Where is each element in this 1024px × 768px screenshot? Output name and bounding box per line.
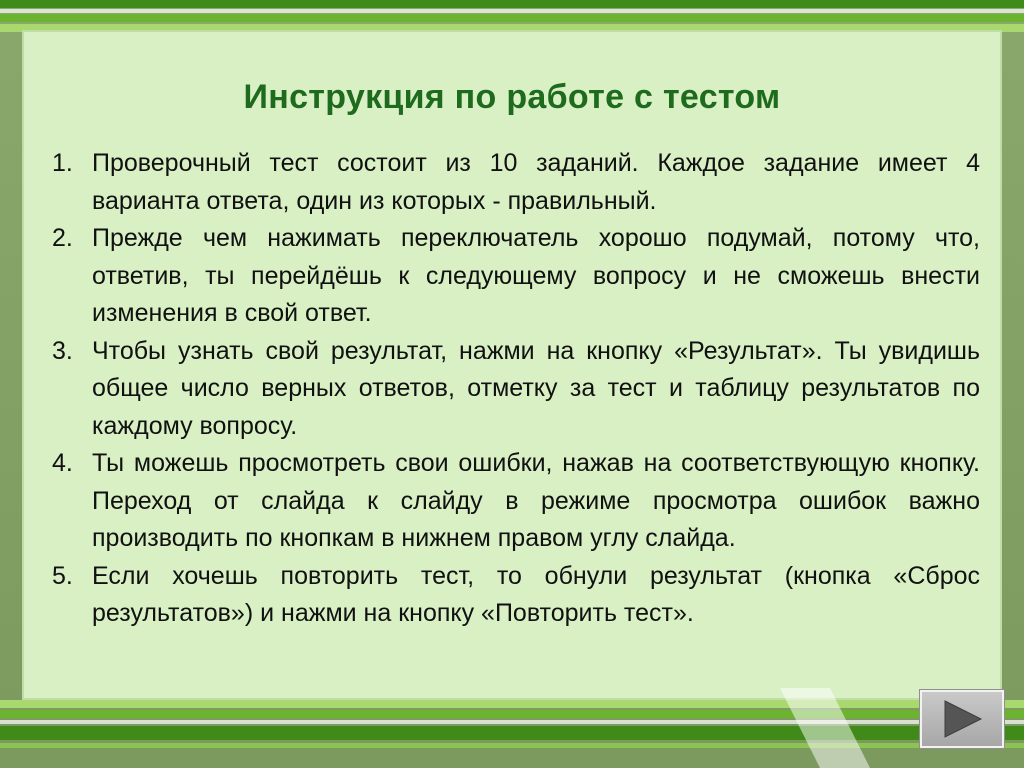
instruction-list	[52, 145, 980, 633]
play-triangle-icon	[939, 699, 985, 739]
item-number: 4.	[52, 449, 73, 477]
item-text: Проверочный тест состоит из 10 заданий. Каждое задание имеет 4 варианта ответа, один из которых - правильный.	[92, 149, 980, 215]
item-number: 2.	[52, 224, 73, 252]
next-slide-button[interactable]	[920, 690, 1004, 748]
instruction-item	[52, 445, 980, 558]
item-text: Чтобы узнать свой результат, нажми на кнопку «Результат». Ты увидишь общее число верных ответов, отметку за тест и таблицу результатов по каждому вопросу.	[92, 336, 980, 440]
instruction-item	[52, 220, 980, 333]
item-number: 1.	[52, 149, 73, 177]
bottom-decorative-stripes	[0, 688, 1024, 768]
item-number: 5.	[52, 561, 73, 590]
item-text: Если хочешь повторить тест, то обнули результат (кнопка «Сброс результатов») и нажми на кнопку «Повторить тест».	[92, 561, 980, 627]
instruction-item	[52, 558, 980, 633]
instruction-item	[52, 333, 980, 446]
item-text: Ты можешь просмотреть свои ошибки, нажав на соответствующую кнопку. Переход от слайда к слайду в режиме просмотра ошибок важно производить по кнопкам в нижнем правом углу слайда.	[92, 449, 980, 552]
item-text: Прежде чем нажимать переключатель хорошо подумай, потому что, ответив, ты перейдёшь к следующему вопросу и не сможешь внести изменения в свой ответ.	[92, 224, 980, 327]
slide-title: Инструкция по работе с тестом	[243, 78, 781, 116]
item-number: 3.	[52, 336, 73, 365]
instruction-item	[52, 145, 980, 220]
